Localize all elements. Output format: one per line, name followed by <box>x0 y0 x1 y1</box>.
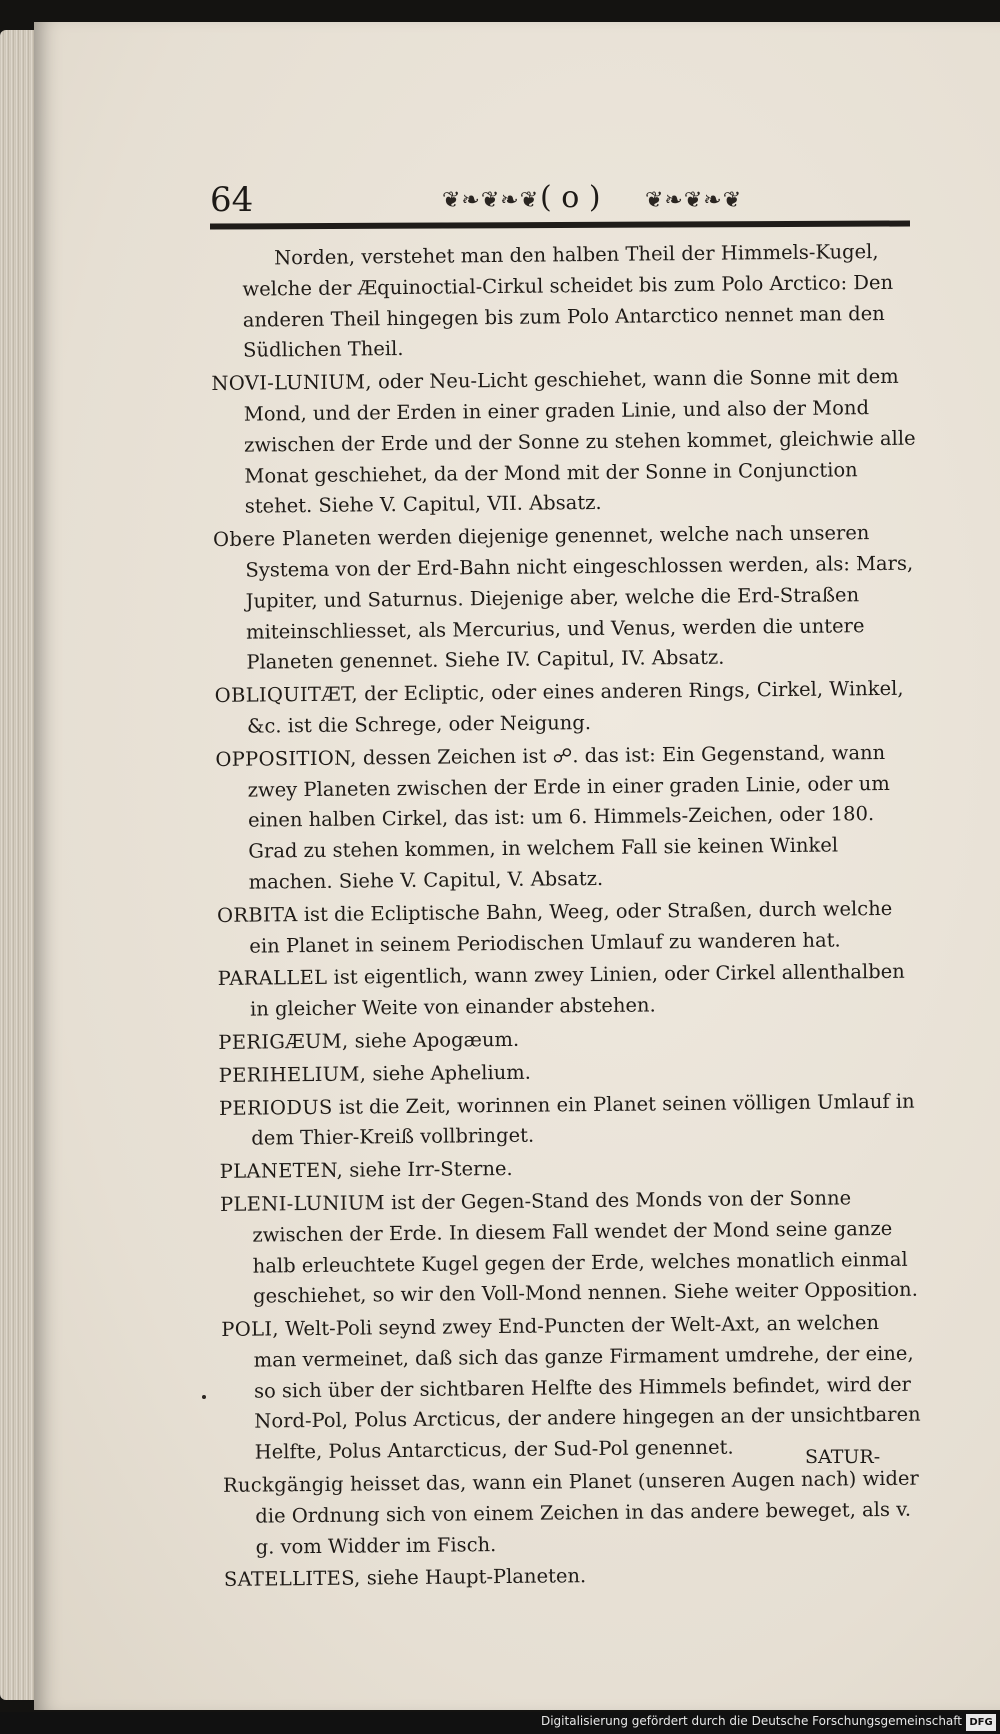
entry-term: PLENI-LUNIUM <box>219 1191 385 1216</box>
entry-term: Ruckgängig <box>222 1472 344 1498</box>
entry-text: ist der Gegen-Stand des Monds von der Sonne zwischen der Erde. In diesem Fall wendet der Mond seine ganze halb erleuchtete Kugel gegen der Erde, welches monatlich einmal geschiehet, so wir den Voll-Mond nennen. Siehe weiter Opposition. <box>252 1186 918 1308</box>
entry-text: werden diejenige genennet, welche nach unseren Systema von der Erd-Bahn nicht eingeschlossen werden, als: Mars, Jupiter, und Saturnus. Diejenige aber, welche die Erd-Straßen miteinschliesset, als Mercurius, und Venus, werden die untere Planeten genennet. Siehe IV. Capitul, IV. Absatz. <box>245 521 914 675</box>
glossary-entry <box>219 1086 925 1155</box>
glossary-entry <box>221 1308 928 1469</box>
entry-term: ORBITA <box>216 902 298 927</box>
glossary-entry <box>223 1464 929 1564</box>
entry-term: PARALLEL <box>217 966 328 991</box>
entry-text: Welt-Poli seynd zwey End-Puncten der Welt-Axt, an welchen man vermeinet, daß sich das ganze Firmament umdrehe, der eine, so sich über der sichtbaren Helfte des Himmels befindet, wird der Nord-Pol, Polus Arcticus, der andere hingegen an der unsichtbaren Helfte, Polus Antarcticus, der Sud-Pol genennet. <box>253 1311 921 1464</box>
entry-text: ist die Ecliptische Bahn, Weeg, oder Straßen, durch welche ein Planet in seinem Periodischen Umlauf zu wanderen hat. <box>249 896 893 958</box>
glossary-entry <box>210 237 916 368</box>
entry-text: Norden, verstehet man den halben Theil der Himmels-Kugel, welche der Æquinoctial-Cirkul scheidet bis zum Polo Arctico: Den anderen Theil hingegen bis zum Polo Antarctico nennet man den Südlichen Theil. <box>242 240 894 363</box>
footer-bar <box>0 1712 1000 1734</box>
glossary-entry <box>218 957 924 1026</box>
dfg-logo: DFG <box>966 1714 996 1731</box>
glossary-entry <box>219 1053 924 1091</box>
entry-term: PERIHELIUM, <box>218 1062 367 1087</box>
glossary-entry <box>215 737 922 898</box>
entry-text: siehe Aphelium. <box>366 1060 532 1086</box>
glossary-entry <box>218 1020 923 1058</box>
entry-text: siehe Apogæum. <box>348 1027 520 1053</box>
page-number: 64 <box>210 180 254 220</box>
entry-text: ist die Zeit, worinnen ein Planet seinen völligen Umlauf in dem Thier-Kreiß vollbringet. <box>251 1089 915 1150</box>
running-head: ( o ) <box>540 180 601 215</box>
entry-term: PERIGÆUM, <box>218 1029 349 1054</box>
entry-term: PERIODUS <box>218 1095 333 1120</box>
glossary-entry <box>220 1182 926 1313</box>
catchword: SATUR- <box>805 1446 881 1468</box>
entry-text: der Ecliptic, oder eines anderen Rings, Cirkel, Winkel, &c. ist die Schrege, oder Neigung. <box>246 676 904 738</box>
entry-term: SATELLITES, <box>223 1566 361 1592</box>
entry-term: NOVI-LUNIUM, <box>211 370 372 396</box>
glossary-entry <box>211 362 918 523</box>
entry-term: OBLIQUITÆT, <box>214 682 359 708</box>
entry-text: oder Neu-Licht geschiehet, wann die Sonne mit dem Mond, und der Erden in einer graden Linie, und also der Mond zwischen der Erde und der Sonne zu stehen kommet, gleichwie alle Monat geschiehet, da der Mond mit der Sonne in Conjunction stehet. Siehe V. Capitul, VII. Absatz. <box>243 364 916 519</box>
glossary-entry <box>224 1558 929 1596</box>
glossary-entry <box>220 1150 925 1188</box>
entry-text: heisset das, wann ein Planet (unseren Augen nach) wider die Ordnung sich von einem Zeichen in das andere beweget, als v. g. vom Widder im Fisch. <box>255 1466 919 1559</box>
entry-term: OPPOSITION, <box>215 746 357 771</box>
page-header <box>210 178 910 222</box>
glossary-entry <box>215 674 921 743</box>
entry-text: dessen Zeichen ist ☍. das ist: Ein Gegenstand, wann zwey Planeten zwischen der Erde in einer graden Linie, oder um einen halben Cirkel, das ist: um 6. Himmels-Zeichen, oder 180. Grad zu stehen kommen, in welchem Fall sie keinen Winkel machen. Siehe V. Capitul, V. Absatz. <box>247 740 890 894</box>
margin-mark <box>202 1395 206 1399</box>
ornament-left-icon: ❦❧❦❧❦ <box>442 188 540 213</box>
entry-term: Obere Planeten <box>212 526 372 552</box>
glossary-text <box>210 237 929 1599</box>
entry-text: siehe Haupt-Planeten. <box>360 1564 587 1590</box>
glossary-entry <box>217 893 923 962</box>
entry-term: POLI, <box>221 1317 279 1342</box>
ornament-right-icon: ❦❧❦❧❦ <box>645 188 743 213</box>
entry-term: PLANETEN, <box>219 1158 344 1184</box>
entry-text: ist eigentlich, wann zwey Linien, oder Cirkel allenthalben in gleicher Weite von einander abstehen. <box>249 960 905 1021</box>
footer-credit: Digitalisierung gefördert durch die Deutsche Forschungsgemeinschaft <box>540 1714 962 1728</box>
entry-text: siehe Irr-Sterne. <box>342 1156 513 1182</box>
glossary-entry <box>213 518 920 679</box>
